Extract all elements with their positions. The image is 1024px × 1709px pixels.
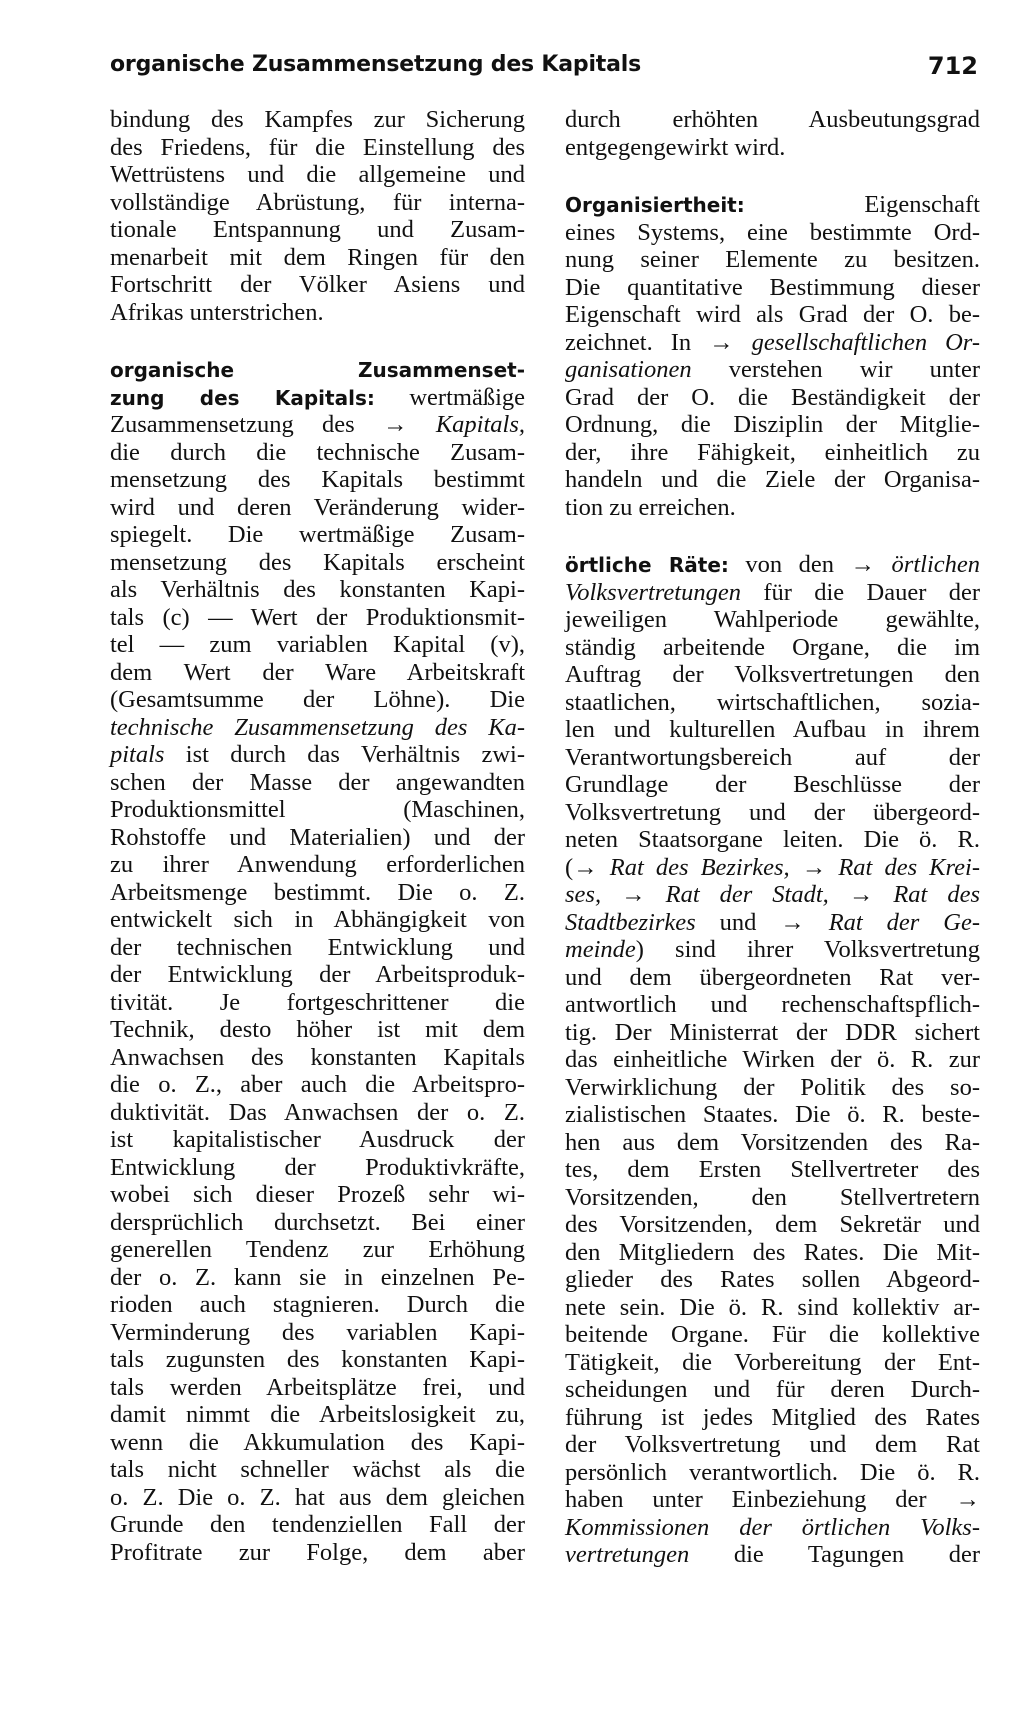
text-line [565,1431,980,1459]
right-column [565,106,980,1569]
text-line [565,909,980,937]
text-segment: Rohstoffe und Materialien) und der [110,823,525,851]
text-segment: entgegengewirkt wird. [565,133,786,161]
text-segment: Tätigkeit, die Vorbereitung der Ent- [565,1348,980,1376]
text-line [565,1294,980,1322]
text-segment: scheidungen und für deren Durch- [565,1376,980,1403]
text-segment: Eigenschaft wird als Grad der O. be- [565,301,980,328]
text-segment: staatlichen, wirtschaftlichen, sozia- [565,688,980,716]
text-segment: für die Dauer der [741,578,980,606]
text-line [110,1016,525,1044]
text-segment: antwortlich und rechenschaftspflich- [565,991,980,1018]
entry-headword: organische Zusammenset- [110,358,525,382]
text-line [565,964,980,992]
text-line [110,106,525,134]
text-segment: und → [695,908,829,936]
cross-reference: Volksvertretungen [565,578,741,606]
text-segment: spiegelt. Die wertmäßige Zusam- [110,521,525,548]
text-line [110,934,525,962]
text-line [565,1321,980,1349]
text-line [110,1401,525,1429]
text-segment: zu ihrer Anwendung erforderlichen [110,851,525,878]
text-line [565,1376,980,1404]
text-segment: Produktionsmittel (Maschinen, [110,796,525,823]
text-line [110,494,525,522]
text-line [110,961,525,989]
cross-reference: Rat des Krei- [838,853,980,881]
text-line [565,661,980,689]
text-segment: Entwicklung der Produktivkräfte, [110,1153,525,1181]
text-segment: Volksvertretung und der übergeord- [565,798,980,826]
text-segment: zialistischen Staates. Die ö. R. beste- [565,1101,980,1128]
cross-reference: vertretungen [565,1541,690,1568]
text-line [110,244,525,272]
text-segment: Eigenschaft [744,191,980,218]
text-line [565,301,980,329]
text-line [110,741,525,769]
cross-reference: Kapitals, [435,411,525,438]
text-line [110,714,525,742]
text-line [565,881,980,909]
text-segment: den Mitgliedern des Rates. Die Mit- [565,1238,980,1266]
text-line [110,769,525,797]
text-line [565,1101,980,1129]
text-segment: der, ihre Fähigkeit, einheitlich zu [565,438,980,466]
text-segment: schen der Masse der angewandten [110,768,525,796]
text-segment: tel — zum variablen Kapital (v), [110,631,525,658]
text-line [110,1429,525,1457]
text-line [110,1264,525,1292]
cross-reference: Stadtbezirkes [565,908,696,936]
cross-reference: ses, [565,881,602,908]
text-line [110,161,525,189]
text-line [565,329,980,357]
text-line [565,771,980,799]
text-segment: nung seiner Elemente zu besitzen. [565,246,980,273]
text-line [110,216,525,244]
text-segment: Wettrüstens und die allgemeine und [110,161,525,188]
text-segment: Grundlage der Beschlüsse der [565,771,980,798]
text-segment: Afrikas unterstrichen. [110,298,324,326]
text-segment: duktivität. Das Anwachsen der o. Z. [110,1098,525,1126]
text-line [565,1486,980,1514]
text-segment: und dem übergeordneten Rat ver- [565,963,980,991]
text-line [110,1044,525,1072]
text-line [565,384,980,412]
text-segment: der technischen Entwicklung und [110,933,525,961]
text-segment: tals (c) — Wert der Produktionsmit- [110,603,525,631]
cross-reference: örtlichen [891,551,981,578]
text-segment: (→ [565,853,610,881]
text-line [565,1211,980,1239]
entry-headword: zung des Kapitals: [110,385,375,410]
text-line [565,991,980,1019]
text-line [565,246,980,274]
text-line [110,1209,525,1237]
text-segment: die o. Z., aber auch die Arbeitspro- [110,1071,525,1098]
text-line [565,1019,980,1047]
text-segment: das einheitliche Wirken der ö. R. zur [565,1046,980,1073]
text-line [565,689,980,717]
text-segment: Auftrag der Volksvertretungen den [565,661,980,688]
text-line [565,854,980,882]
text-segment: haben unter Einbeziehung der → [565,1486,980,1513]
text-segment: verstehen wir unter [691,356,980,383]
text-segment: tals nicht schneller wächst als die [110,1456,525,1483]
text-line [110,271,525,299]
text-segment: tionale Entspannung und Zusam- [110,216,525,243]
text-line [565,274,980,302]
text-line [565,411,980,439]
text-line [110,549,525,577]
text-segment: ist kapitalistischer Ausdruck der [110,1126,525,1153]
text-segment: ist durch das Verhältnis zwi- [164,741,525,768]
text-segment: dem Wert der Ware Arbeitskraft [110,658,525,686]
text-segment: zeichnet. In → [565,328,752,356]
running-head-title: organische Zusammensetzung des Kapitals [110,52,641,77]
text-segment: Vorsitzenden, den Stellvertretern [565,1183,980,1211]
text-line [565,106,980,134]
text-line [110,189,525,217]
text-segment: handeln und die Ziele der Organisa- [565,466,980,493]
text-segment: neten Staatsorgane leiten. Die ö. R. [565,826,980,853]
text-segment: wird und deren Veränderung wider- [110,493,525,521]
text-line [110,879,525,907]
text-segment: → [789,853,839,881]
text-line [110,411,525,439]
text-line [565,1184,980,1212]
text-segment: glieder des Rates sollen Abgeord- [565,1266,980,1293]
cross-reference: ganisationen [565,356,692,383]
text-line [565,1046,980,1074]
text-line [110,1456,525,1484]
text-segment: ) sind ihrer Volksvertretung [635,936,980,963]
text-segment: durch erhöhten Ausbeutungsgrad [565,106,980,133]
text-line [565,439,980,467]
text-segment: tig. Der Ministerrat der DDR sichert [565,1018,980,1046]
text-segment: die Tagungen der [689,1541,980,1568]
text-segment: Verminderung des variablen Kapi- [110,1318,525,1346]
text-line [110,1539,525,1567]
left-column [110,106,525,1566]
text-segment: len und kulturellen Aufbau in ihrem [565,716,980,743]
text-segment: generellen Tendenz zur Erhöhung [110,1236,525,1263]
text-line [110,1374,525,1402]
text-line [565,1074,980,1102]
text-line [565,579,980,607]
text-segment: jeweiligen Wahlperiode gewählte, [565,606,980,633]
page-number: 712 [927,52,978,80]
text-line [565,1239,980,1267]
text-segment: Zusammensetzung des → [110,411,436,438]
text-segment: der Entwicklung der Arbeitsproduk- [110,961,525,988]
text-line [110,631,525,659]
text-line [565,494,980,522]
text-segment: wenn die Akkumulation des Kapi- [110,1428,525,1456]
text-segment: tivität. Je fortgeschrittener die [110,988,525,1016]
cross-reference: Rat der Stadt, [665,881,829,908]
text-line [565,634,980,662]
text-segment: vollständige Abrüstung, für interna- [110,188,525,216]
text-segment: von den → [728,551,892,578]
paragraph-gap [110,326,525,356]
text-line [110,1484,525,1512]
text-segment: beitende Organe. Für die kollektive [565,1321,980,1348]
text-segment: entwickelt sich in Abhängigkeit von [110,906,525,933]
text-segment: Profitrate zur Folge, dem aber [110,1538,525,1566]
text-segment: mensetzung des Kapitals bestimmt [110,466,525,493]
paragraph-gap [565,161,980,191]
text-segment: tals zugunsten des konstanten Kapi- [110,1346,525,1373]
text-segment: wertmäßige [374,383,525,411]
text-segment: Die quantitative Bestimmung dieser [565,273,980,301]
text-segment: Grunde den tendenziellen Fall der [110,1511,525,1538]
text-line [110,439,525,467]
text-segment: menarbeit mit dem Ringen für den [110,243,525,271]
text-line [565,356,980,384]
text-segment: Technik, desto höher ist mit dem [110,1016,525,1043]
text-line [110,604,525,632]
text-segment: hen aus dem Vorsitzenden des Ra- [565,1128,980,1156]
entry-headword: örtliche Räte: [565,553,729,577]
text-line [565,134,980,162]
text-line [565,1156,980,1184]
text-segment: Ordnung, die Disziplin der Mitglie- [565,411,980,438]
text-line [565,466,980,494]
text-segment: Grad der O. die Beständigkeit der [565,383,980,411]
text-line [110,1181,525,1209]
text-line [110,824,525,852]
text-segment: persönlich verantwortlich. Die ö. R. [565,1458,980,1486]
text-line [565,1129,980,1157]
text-segment: ständig arbeitende Organe, die im [565,633,980,661]
text-line [110,1154,525,1182]
text-line [565,1541,980,1569]
text-segment: rioden auch stagnieren. Durch die [110,1291,525,1318]
text-segment: der Volksvertretung und dem Rat [565,1431,980,1458]
cross-reference: Rat der Ge- [828,908,980,936]
text-segment: tion zu erreichen. [565,493,736,521]
cross-reference: Rat des Bezirkes, [609,853,790,881]
text-line [110,1511,525,1539]
text-line [565,1404,980,1432]
text-segment: damit nimmt die Arbeitslosigkeit zu, [110,1401,525,1428]
text-line [110,299,525,327]
text-line [565,1514,980,1542]
text-line [110,1319,525,1347]
cross-reference: gesellschaftlichen Or- [751,328,980,356]
text-line [565,219,980,247]
text-segment: Verantwortungsbereich auf der [565,743,980,771]
text-line [110,521,525,549]
text-segment: nete sein. Die ö. R. sind kollektiv ar- [565,1293,980,1321]
text-line [110,989,525,1017]
text-line [565,744,980,772]
text-line [110,906,525,934]
text-line [565,826,980,854]
text-line [110,356,525,384]
text-line [565,1349,980,1377]
text-line [110,1291,525,1319]
text-line [565,799,980,827]
text-segment: tals werden Arbeitsplätze frei, und [110,1373,525,1401]
text-line [565,716,980,744]
text-segment: des Friedens, für die Einstellung des [110,133,525,161]
text-segment: Anwachsen des konstanten Kapitals [110,1043,525,1071]
text-line [110,1071,525,1099]
text-segment: dersprüchlich durchsetzt. Bei einer [110,1208,525,1236]
text-segment: der o. Z. kann sie in einzelnen Pe- [110,1263,525,1291]
text-line [110,851,525,879]
text-segment: Verwirklichung der Politik des so- [565,1073,980,1101]
text-segment: → [601,881,666,908]
cross-reference: pitals [110,741,165,768]
entry-headword: Organisiertheit: [565,193,745,217]
text-line [565,551,980,579]
text-line [110,466,525,494]
text-line [565,936,980,964]
cross-reference: technische Zusammensetzung des Ka- [110,713,525,741]
paragraph-gap [565,521,980,551]
cross-reference: Kommissionen der örtlichen Volks- [565,1513,980,1541]
text-line [565,1459,980,1487]
text-line [110,1346,525,1374]
text-segment: wobei sich dieser Prozeß sehr wi- [110,1181,525,1208]
text-segment: als Verhältnis des konstanten Kapi- [110,576,525,603]
running-header [110,52,978,88]
text-segment: tes, dem Ersten Stellvertreter des [565,1156,980,1183]
text-segment: mensetzung des Kapitals erscheint [110,548,525,576]
text-line [110,1099,525,1127]
text-line [110,1126,525,1154]
text-segment: (Gesamtsumme der Löhne). Die [110,686,525,713]
text-line [565,1266,980,1294]
text-line [110,659,525,687]
text-line [110,796,525,824]
text-segment: → [828,881,894,908]
text-line [110,576,525,604]
cross-reference: meinde [565,936,636,963]
text-line [110,384,525,412]
text-line [565,191,980,219]
text-line [110,686,525,714]
text-segment: o. Z. Die o. Z. hat aus dem gleichen [110,1483,525,1511]
text-segment: des Vorsitzenden, dem Sekretär und [565,1211,980,1238]
text-line [565,606,980,634]
text-segment: führung ist jedes Mitglied des Rates [565,1403,980,1431]
text-segment: Fortschritt der Völker Asiens und [110,271,525,298]
text-segment: bindung des Kampfes zur Sicherung [110,106,525,133]
text-segment: Arbeitsmenge bestimmt. Die o. Z. [110,878,525,906]
text-segment: die durch die technische Zusam- [110,438,525,466]
cross-reference: Rat des [893,881,981,908]
text-line [110,1236,525,1264]
text-segment: eines Systems, eine bestimmte Ord- [565,218,980,246]
text-line [110,134,525,162]
